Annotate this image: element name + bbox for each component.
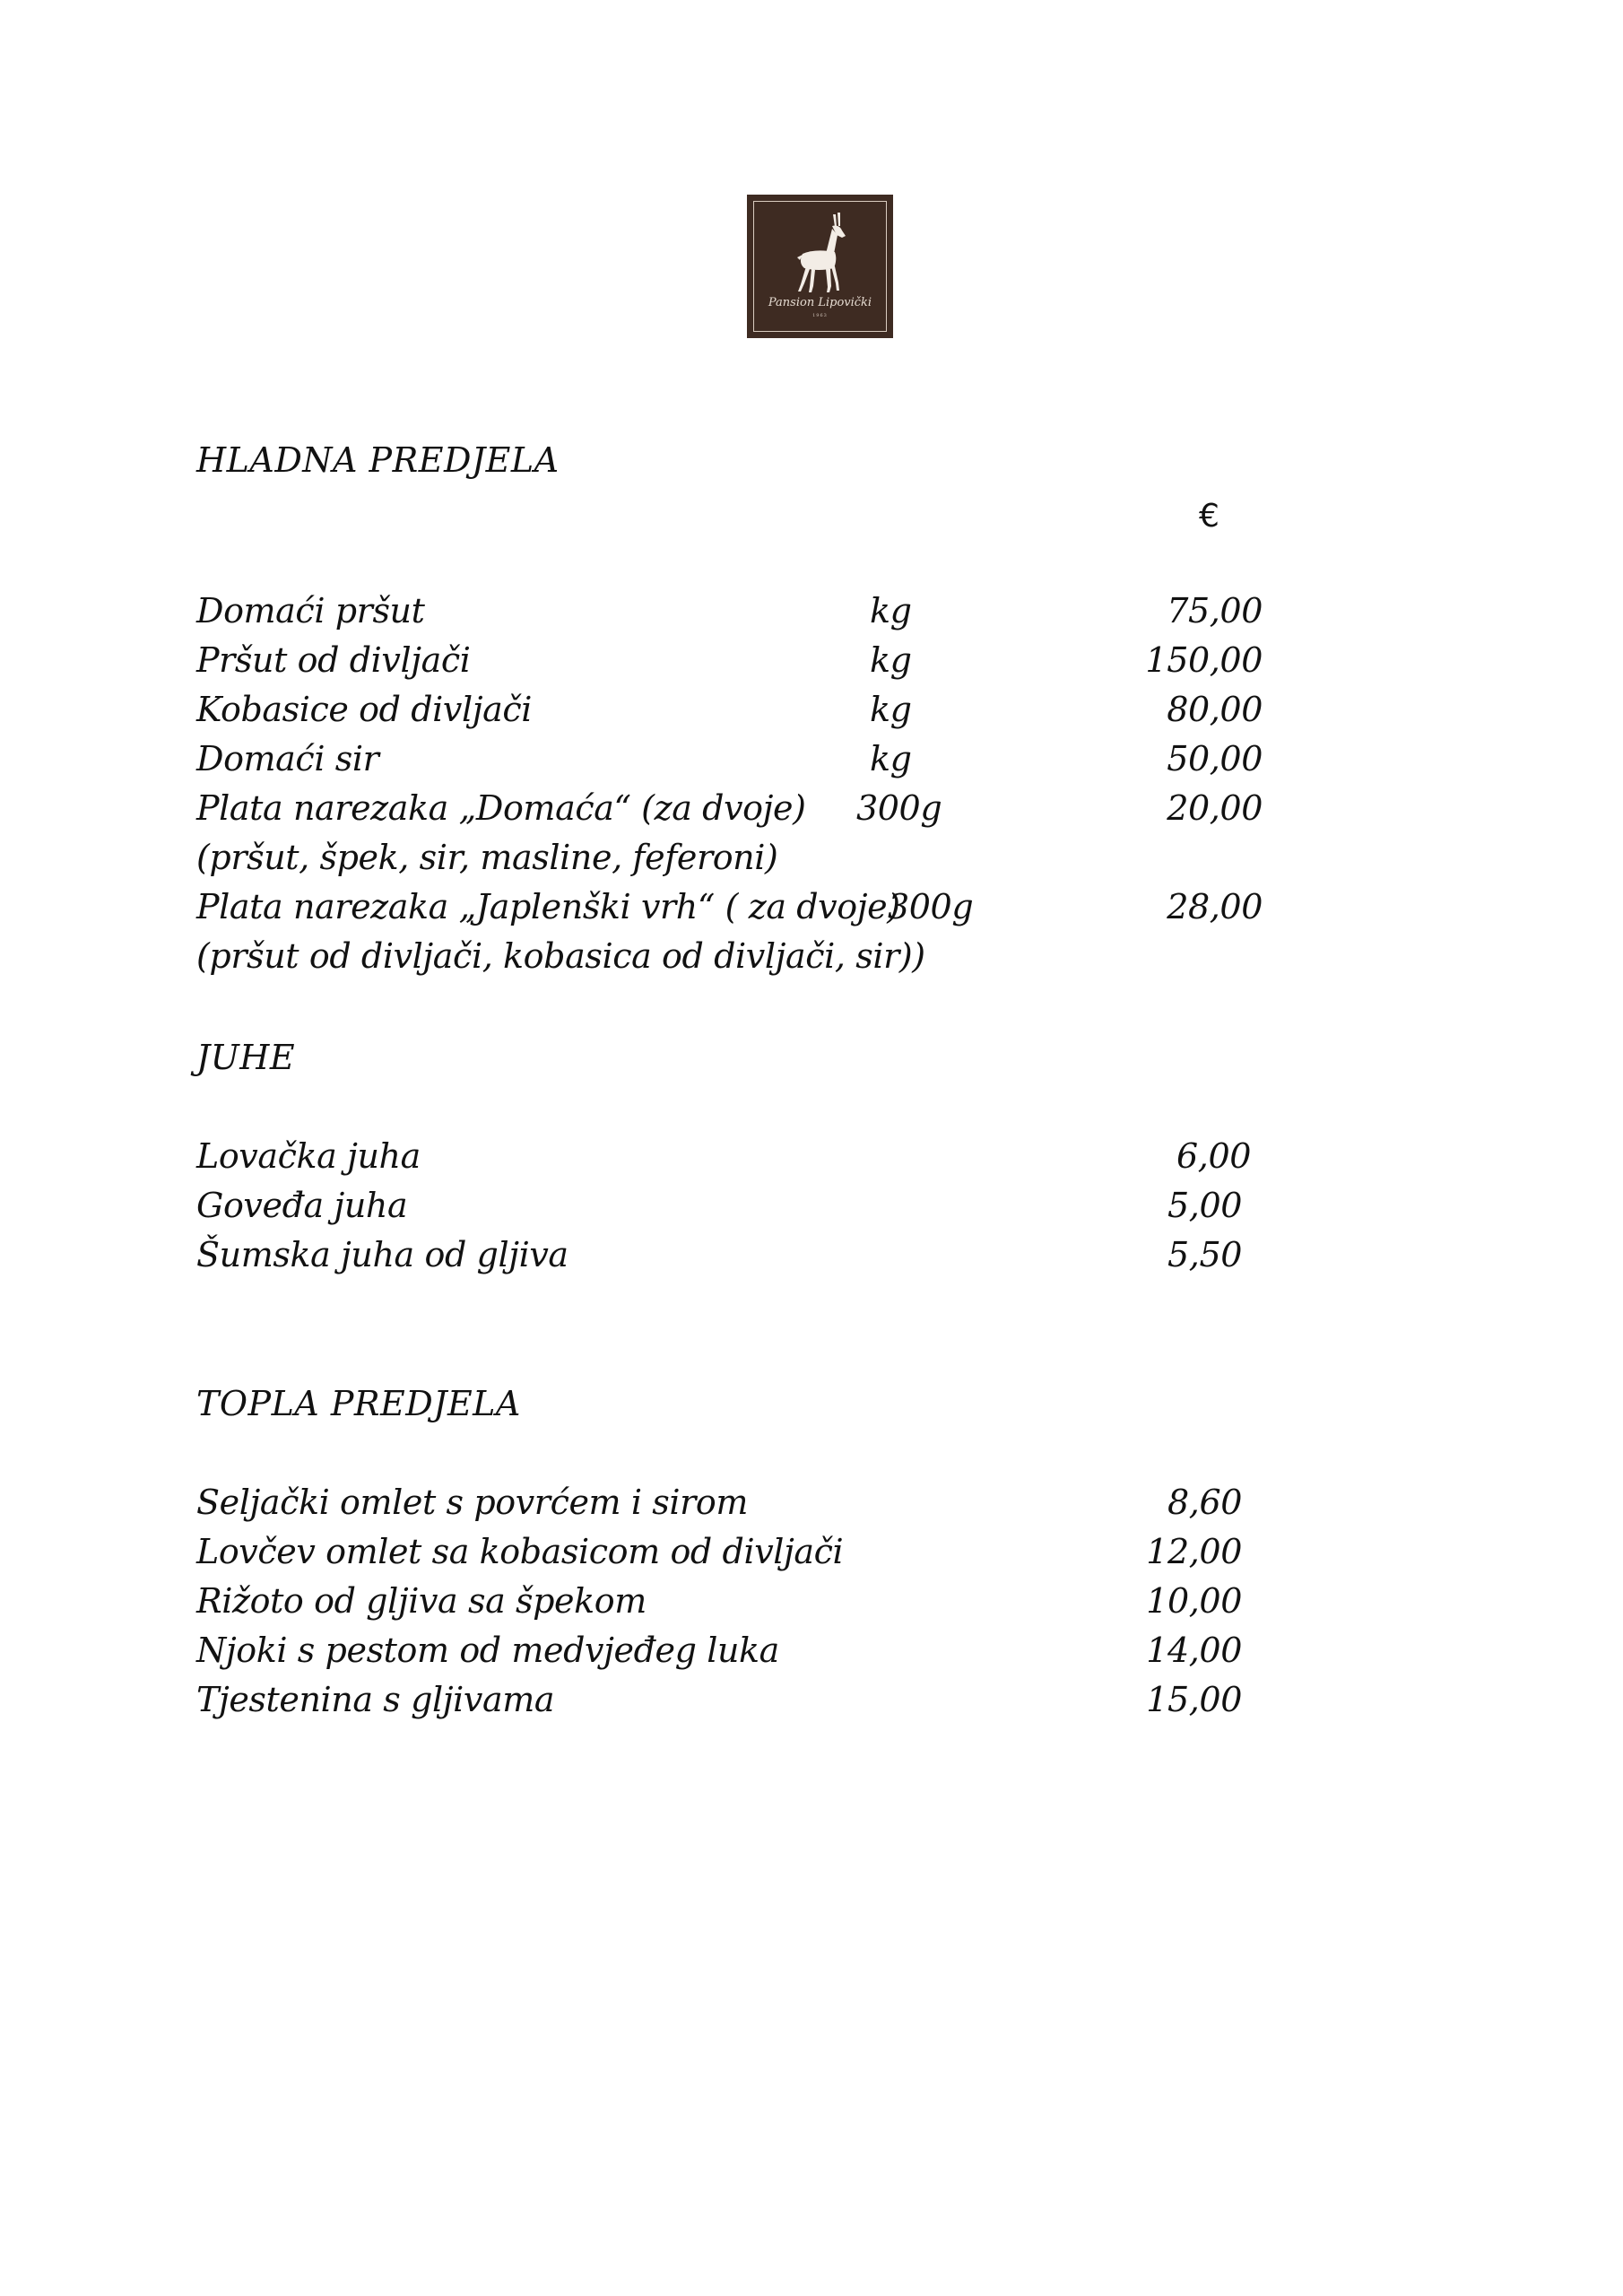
menu-item-name: Goveđa juha [196,1186,408,1225]
menu-item-price: 5,50 [1167,1235,1242,1274]
logo-subtext: 1963 [812,313,828,318]
menu-item-name: Domaći sir [196,739,379,778]
menu-item-name: Rižoto od gljiva sa špekom [196,1581,647,1621]
menu-item-price: 12,00 [1146,1532,1242,1571]
section-heading-warm-starters: TOPLA PREDJELA [196,1384,521,1423]
menu-item-name: Plata narezaka „Domaća“ (za dvoje) [196,788,806,828]
menu-item-name: Domaći pršut [196,591,425,631]
menu-item-unit: 300g [888,887,974,926]
menu-item-price: 10,00 [1146,1581,1242,1621]
menu-item-price: 20,00 [1167,788,1263,828]
logo-wordmark: Pansion Lipovički [768,296,872,309]
menu-item-unit: kg [870,739,912,778]
menu-item-price: 50,00 [1167,739,1263,778]
section-heading-soups: JUHE [196,1038,296,1077]
menu-item-note: (pršut od divljači, kobasica od divljači, sir)) [196,936,925,976]
menu-item-price: 8,60 [1167,1483,1242,1522]
currency-symbol: € [1199,498,1219,535]
menu-item-price: 15,00 [1146,1680,1242,1719]
menu-item-name: Šumska juha od gljiva [196,1235,568,1274]
menu-item-name: Lovačka juha [196,1136,421,1176]
menu-item-name: Lovčev omlet sa kobasicom od divljači [196,1532,844,1571]
menu-item-unit: kg [870,591,912,631]
menu-item-price: 5,00 [1167,1186,1242,1225]
menu-item-name: Seljački omlet s povrćem i sirom [196,1483,749,1522]
menu-item-name: Pršut od divljači [196,640,471,680]
menu-item-price: 6,00 [1176,1136,1251,1176]
menu-item-name: Njoki s pestom od medvjeđeg luka [196,1631,779,1670]
menu-item-name: Tjestenina s gljivama [196,1680,555,1719]
menu-item-unit: kg [870,690,912,729]
menu-item-name: Kobasice od divljači [196,690,532,729]
menu-item-unit: kg [870,640,912,680]
menu-item-price: 150,00 [1145,640,1263,680]
menu-item-note: (pršut, špek, sir, masline, feferoni) [196,838,778,877]
menu-item-name: Plata narezaka „Japlenški vrh“ ( za dvoje) [196,887,900,926]
section-heading-cold-starters: HLADNA PREDJELA [196,440,560,480]
menu-item-price: 75,00 [1167,591,1263,631]
menu-item-unit: 300g [856,788,942,828]
menu-item-price: 14,00 [1146,1631,1242,1670]
menu-item-price: 80,00 [1167,690,1263,729]
menu-item-price: 28,00 [1167,887,1263,926]
pension-logo [747,195,893,338]
